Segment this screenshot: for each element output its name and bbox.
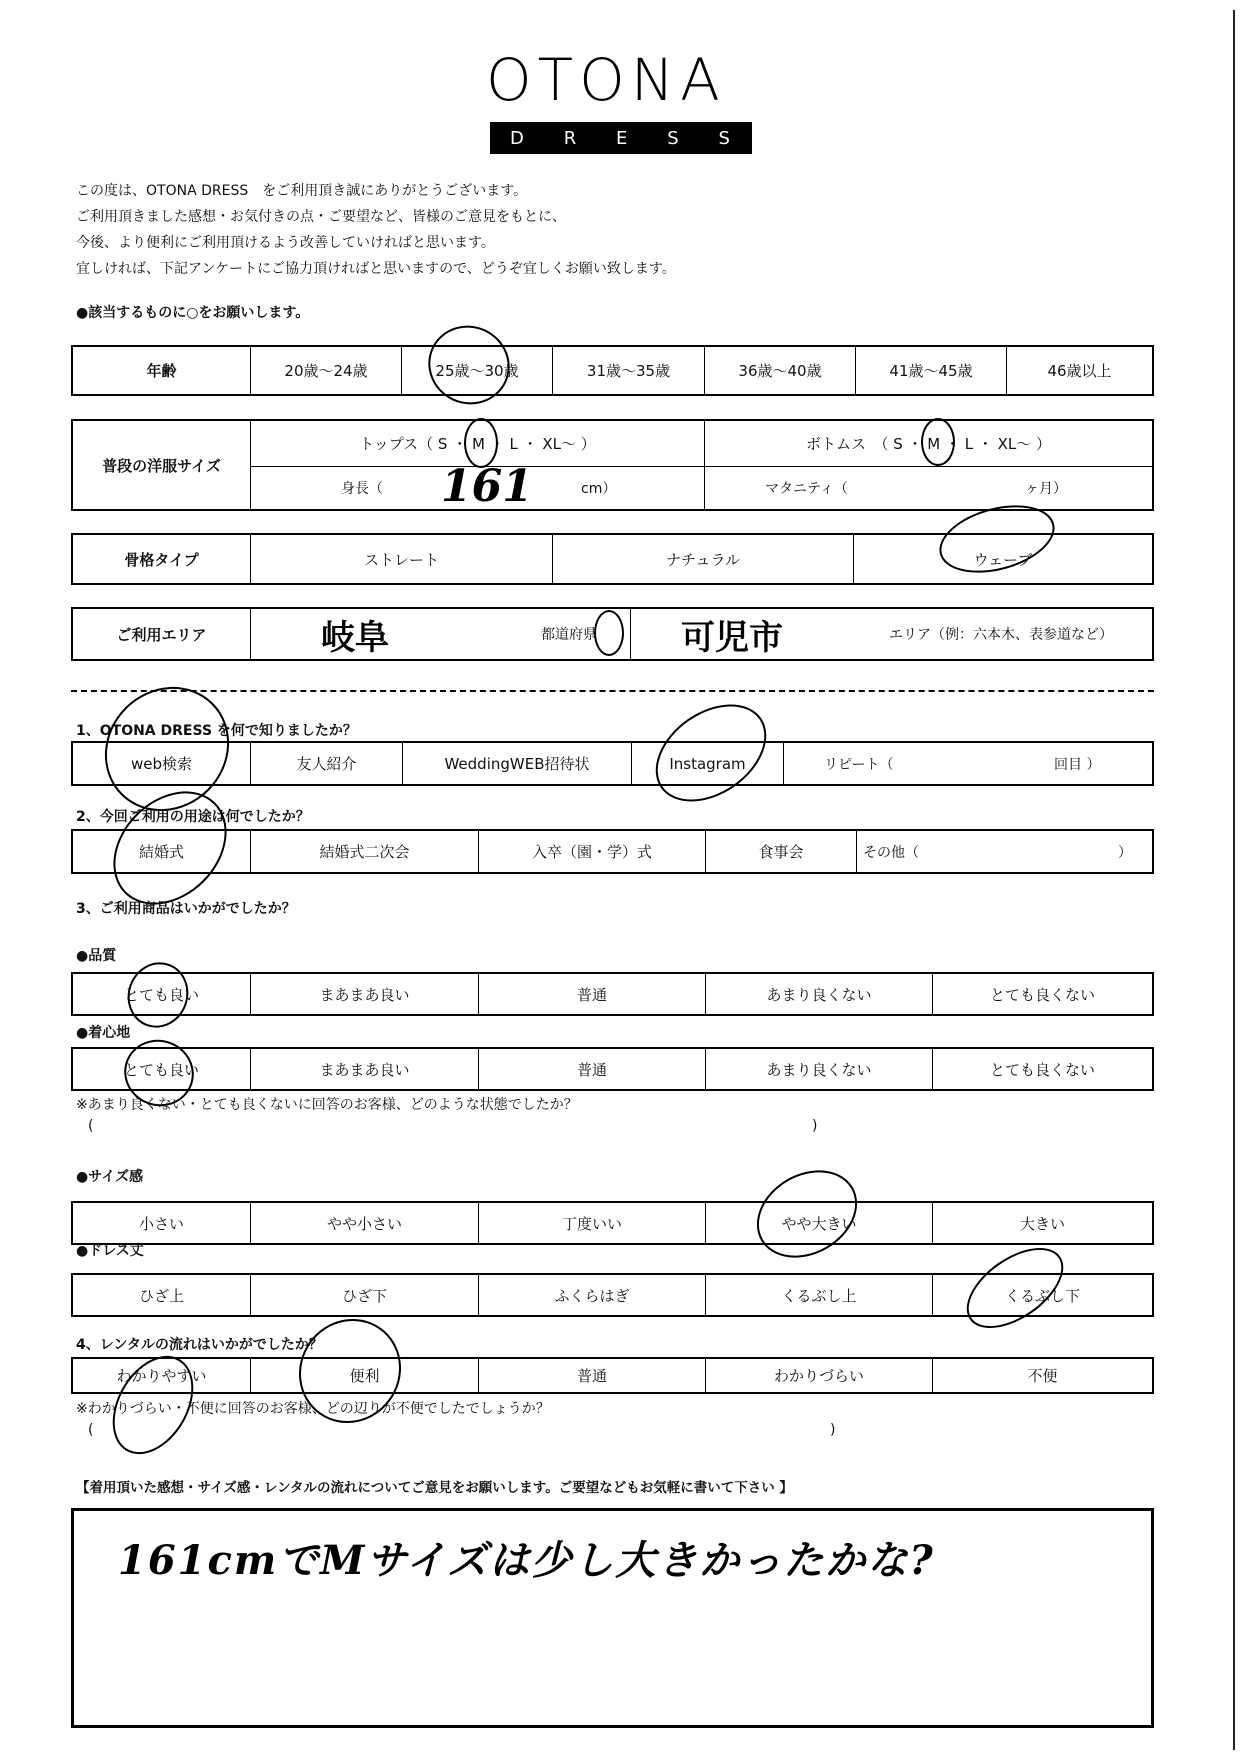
fit-option[interactable]: やや大きい [706, 1203, 933, 1243]
q4-paren-open: ( [88, 1422, 94, 1438]
comfort-option[interactable]: あまり良くない [706, 1049, 933, 1089]
q2-option[interactable]: 結婚式 [73, 831, 251, 872]
quality-option[interactable]: 普通 [479, 974, 706, 1014]
prefecture-field[interactable] [251, 609, 631, 659]
q2-option[interactable]: 結婚式二次会 [251, 831, 479, 872]
comfort-option[interactable]: とても良い [73, 1049, 251, 1089]
q2-other-close: ） [1118, 844, 1132, 861]
q4-option[interactable]: 普通 [479, 1359, 706, 1392]
height-unit: cm） [581, 481, 617, 497]
age-option[interactable]: 41歳～45歳 [856, 347, 1007, 394]
body-type-table [71, 533, 1154, 585]
q4-note: ※わかりづらい・不便に回答のお客様、どの辺りが不便でしたでしょうか？ [76, 1401, 550, 1417]
fit-table [71, 1201, 1154, 1245]
logo-letter: D [510, 127, 526, 149]
height-field[interactable] [251, 461, 705, 512]
q1-option[interactable]: web検索 [73, 743, 251, 784]
intro-text [76, 178, 676, 282]
logo-letter: R [563, 127, 579, 149]
age-option[interactable]: 36歳～40歳 [705, 347, 856, 394]
comfort-option[interactable]: とても良くない [989, 1060, 1095, 1079]
intro-line: 宜しければ、下記アンケートにご協力頂ければと思いますので、どうぞ宜しくお願い致します。 [76, 261, 676, 277]
age-option[interactable]: 31歳～35歳 [553, 347, 705, 394]
quality-option[interactable]: まあまあ良い [251, 974, 479, 1014]
intro-line: ご利用頂きました感想・お気付きの点・ご要望など、皆様のご意見をもとに、 [76, 209, 566, 225]
quality-table [71, 972, 1154, 1016]
comfort-option[interactable]: 普通 [479, 1049, 706, 1089]
length-label: ●ドレス丈 [76, 1243, 144, 1259]
q4-option[interactable]: 不便 [1027, 1367, 1058, 1385]
age-option[interactable]: 46歳以上 [1047, 362, 1112, 380]
q1-option[interactable]: Instagram [632, 743, 784, 784]
q1-option[interactable]: 友人紹介 [251, 743, 403, 784]
q3-paren-close: ) [812, 1118, 818, 1134]
quality-option[interactable]: とても良くない [989, 985, 1095, 1004]
logo-letter: E [616, 127, 630, 149]
bottoms-size-field[interactable]: ボトムス （ S ・ M ・ L ・ XL～ ） [805, 435, 1052, 453]
comfort-option[interactable]: まあまあ良い [251, 1049, 479, 1089]
fit-option[interactable]: 大きい [1019, 1214, 1065, 1233]
q2-other-field[interactable] [857, 831, 1152, 872]
maternity-field[interactable] [705, 467, 1152, 509]
logo-otona: OTONA [486, 46, 726, 114]
length-option[interactable]: ふくらはぎ [479, 1275, 706, 1315]
length-option[interactable]: ひざ下 [251, 1275, 479, 1315]
q3-comment-input[interactable] [100, 1116, 800, 1138]
city-value[interactable]: 可児市 [681, 617, 783, 658]
q2-table [71, 829, 1154, 874]
prefecture-value[interactable]: 岐阜 [321, 617, 389, 658]
comfort-table [71, 1047, 1154, 1091]
instruction: ●該当するものに○をお願いします。 [76, 305, 310, 321]
city-hint: エリア（例：六本木、表参道など） [889, 627, 1113, 643]
logo-dress [490, 122, 752, 154]
length-option[interactable]: ひざ上 [73, 1275, 251, 1315]
q2-option[interactable]: 入卒（園・学）式 [479, 831, 706, 872]
body-type-option[interactable]: ストレート [251, 535, 553, 583]
area-label: ご利用エリア [73, 609, 251, 659]
length-option[interactable]: くるぶし下 [1004, 1286, 1080, 1305]
height-value[interactable]: 161 [441, 461, 533, 512]
q3-paren-open: ( [88, 1118, 94, 1134]
age-label: 年齢 [73, 347, 251, 394]
length-table [71, 1273, 1154, 1317]
q4-comment-input[interactable] [100, 1420, 820, 1442]
q3-note: ※あまり良くない・とても良くないに回答のお客様、どのような状態でしたか？ [76, 1097, 578, 1113]
fit-option[interactable]: 小さい [73, 1203, 251, 1243]
body-type-label: 骨格タイプ [73, 535, 251, 583]
q2-title: 2、今回ご利用の用途は何でしたか？ [76, 809, 310, 825]
maternity-label: マタニティ（ [765, 481, 848, 497]
q2-option[interactable]: 食事会 [706, 831, 857, 872]
q3-title: 3、ご利用商品はいかがでしたか？ [76, 901, 296, 917]
age-option[interactable]: 20歳～24歳 [251, 347, 402, 394]
q1-repeat-label: リピート（ [824, 756, 894, 773]
q4-option[interactable]: 便利 [251, 1359, 479, 1392]
logo-letter: S [667, 127, 681, 149]
quality-option[interactable]: とても良い [73, 974, 251, 1014]
city-field[interactable] [631, 609, 1152, 659]
tops-size-field[interactable]: トップス（ S ・ M ・ L ・ XL～ ） [251, 421, 705, 466]
q2-other-label: その他（ [863, 844, 919, 861]
fit-label: ●サイズ感 [76, 1169, 144, 1185]
q4-option[interactable]: わかりづらい [706, 1359, 933, 1392]
height-label: 身長（ [341, 481, 383, 497]
q1-repeat-unit: 回目 ） [1054, 756, 1101, 773]
q1-repeat-field[interactable] [784, 743, 1152, 784]
length-option[interactable]: くるぶし上 [706, 1275, 933, 1315]
q1-option[interactable]: WeddingWEB招待状 [403, 743, 632, 784]
comfort-label: ●着心地 [76, 1025, 131, 1041]
fit-option[interactable]: 丁度いい [479, 1203, 706, 1243]
intro-line: この度は、OTONA DRESS をご利用頂き誠にありがとうございます。 [76, 183, 528, 199]
size-table [71, 419, 1154, 511]
q1-table [71, 741, 1154, 786]
fit-option[interactable]: やや小さい [251, 1203, 479, 1243]
page-edge [1233, 10, 1235, 1750]
size-label: 普段の洋服サイズ [73, 421, 251, 509]
divider [71, 690, 1154, 692]
comments-box[interactable] [71, 1508, 1154, 1728]
q4-table [71, 1357, 1154, 1394]
body-type-option[interactable]: ウェーブ [973, 550, 1033, 569]
age-table [71, 345, 1154, 396]
quality-option[interactable]: あまり良くない [706, 974, 933, 1014]
q4-paren-close: ) [830, 1422, 836, 1438]
maternity-unit: ヶ月） [1025, 481, 1067, 497]
q4-option[interactable]: わかりやすい [73, 1359, 251, 1392]
comments-title: 【着用頂いた感想・サイズ感・レンタルの流れについてご意見をお願いします。ご要望などもお気軽に書いて下さい 】 [76, 1480, 793, 1496]
quality-label: ●品質 [76, 948, 117, 964]
intro-line: 今後、より便利にご利用頂けるよう改善していければと思います。 [76, 235, 495, 251]
area-table [71, 607, 1154, 661]
q1-title: 1、OTONA DRESS を何で知りましたか？ [76, 723, 357, 739]
q4-title: 4、レンタルの流れはいかがでしたか？ [76, 1337, 323, 1353]
logo-letter: S [718, 127, 732, 149]
age-option[interactable]: 25歳～30歳 [402, 347, 553, 394]
prefecture-suffix: 都道府県 [541, 627, 597, 643]
body-type-option[interactable]: ナチュラル [553, 535, 854, 583]
comments-text: 161cmでMサイズは少し大きかったかな? [118, 1537, 935, 1584]
